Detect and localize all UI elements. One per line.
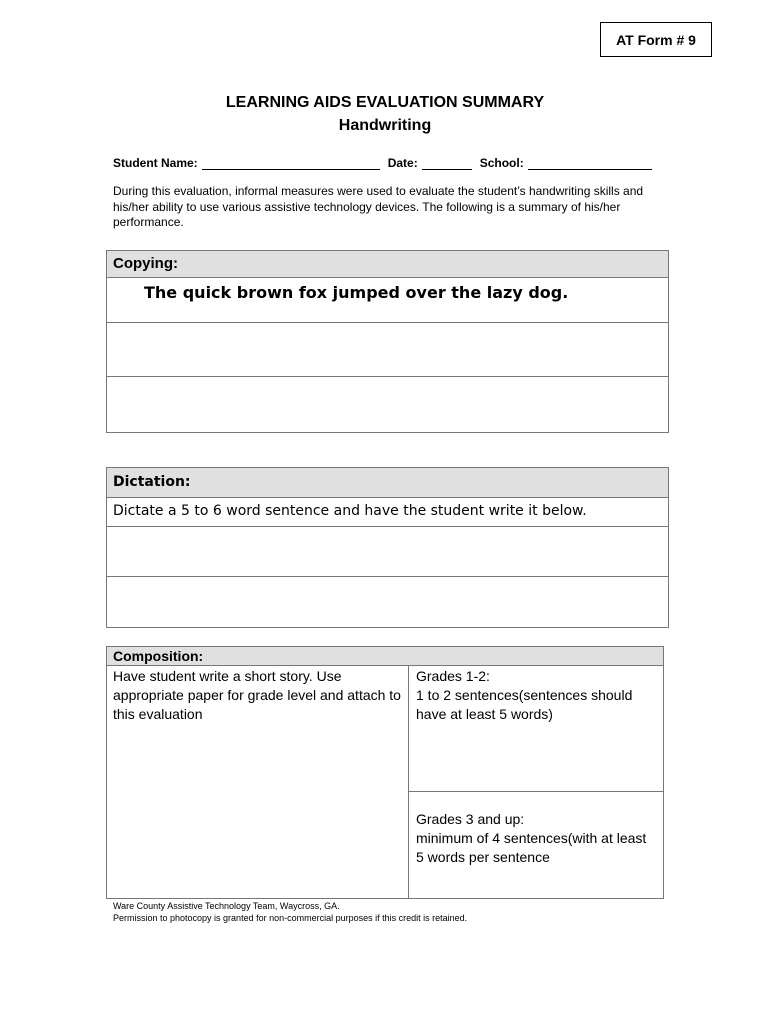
footer-credit (113, 900, 467, 924)
composition-instruction-cell (107, 666, 409, 898)
copying-write-row-2[interactable] (107, 377, 668, 432)
intro-paragraph: During this evaluation, informal measures were used to evaluate the student’s handwriting skills and his/her ability to use various assistive technology devices. The following is a summary of his/her performance. (113, 184, 644, 229)
student-info-fields (113, 156, 660, 170)
grades-3-up-text: minimum of 4 sentences(with at least 5 words per sentence (416, 830, 647, 865)
footer-line-2: Permission to photocopy is granted for non-commercial purposes if this credit is retained. (113, 913, 468, 923)
student-name-line[interactable] (202, 157, 380, 170)
school-line[interactable] (528, 157, 652, 170)
composition-section (106, 646, 664, 899)
form-number-badge: AT Form # 9 (600, 22, 712, 57)
grades-1-2-text: 1 to 2 sentences(sentences should have at least 5 words) (416, 687, 633, 722)
copying-sample-row (107, 278, 668, 323)
student-name-label: Student Name: (113, 156, 198, 170)
dictation-instruction-row (107, 498, 668, 527)
composition-instruction: Have student write a short story. Use appropriate paper for grade level and attach to this evaluation (113, 668, 401, 722)
copying-section (106, 250, 669, 433)
grades-3-up-cell (409, 792, 663, 898)
page-subtitle: Handwriting (338, 117, 432, 134)
dictation-write-row-2[interactable] (107, 577, 668, 627)
copying-sample-text: The quick brown fox jumped over the lazy dog. (144, 283, 569, 302)
school-label: School: (479, 156, 524, 170)
copying-write-row-1[interactable] (107, 323, 668, 377)
footer-line-1: Ware County Assistive Technology Team, Waycross, GA. (113, 901, 340, 911)
composition-header: Composition: (107, 647, 663, 666)
dictation-write-row-1[interactable] (107, 527, 668, 577)
dictation-header-label: Dictation: (113, 474, 191, 490)
grades-1-2-title: Grades 1-2: (416, 668, 490, 684)
dictation-section (106, 467, 669, 628)
page-title: LEARNING AIDS EVALUATION SUMMARY (225, 94, 545, 111)
copying-header: Copying: (107, 251, 668, 278)
dictation-header (107, 468, 668, 498)
dictation-instruction: Dictate a 5 to 6 word sentence and have the student write it below. (113, 503, 587, 519)
date-label: Date: (387, 156, 418, 170)
date-line[interactable] (422, 157, 472, 170)
grades-1-2-cell (409, 666, 663, 792)
grades-3-up-title: Grades 3 and up: (416, 811, 525, 827)
